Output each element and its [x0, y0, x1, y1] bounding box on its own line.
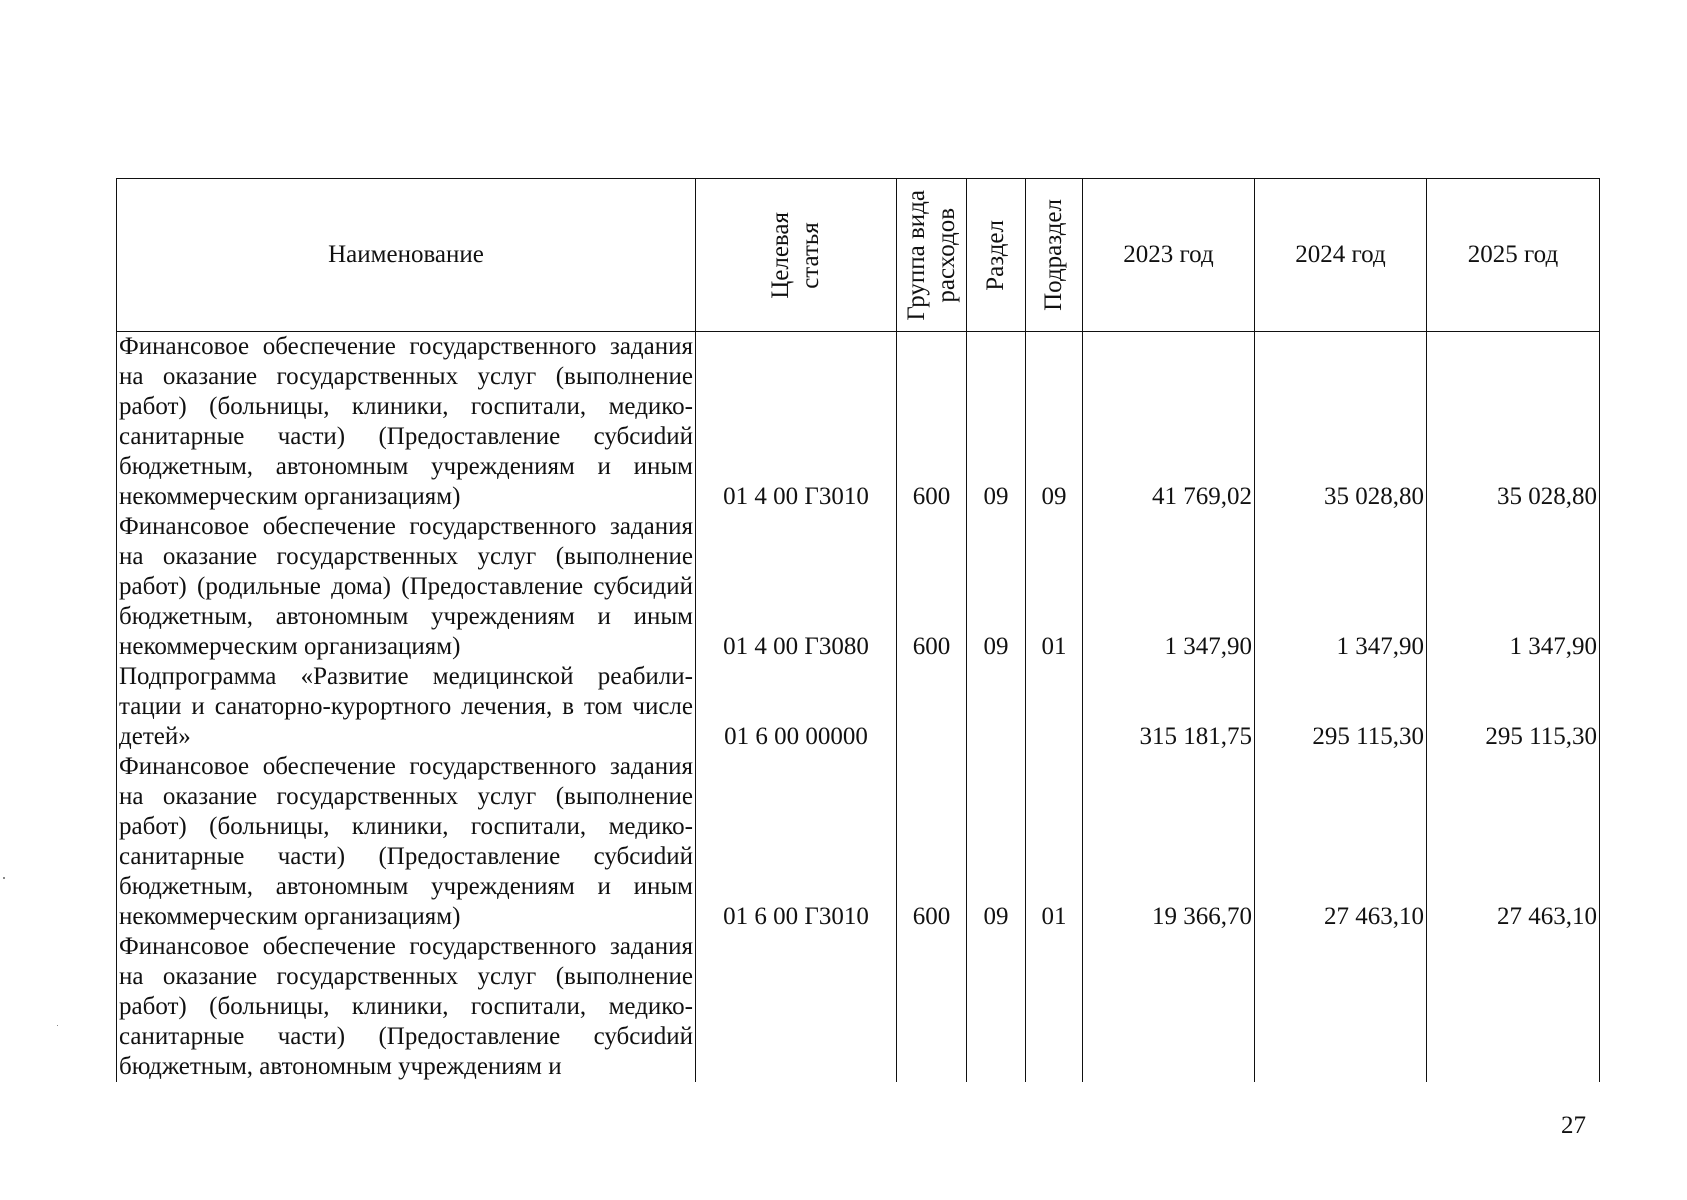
row-expense-group-cell: 600 [897, 332, 967, 513]
row-name-cell: Финансовое обеспечение государственного задания на оказание государственных услуг (выполнение работ) (больницы, клиники, госпитали, медико-санитарные части) (Предоставление субсиdий бюджетным, автономным учреждениям и иным некоммерческим организациям) [117, 752, 696, 932]
table-row [117, 512, 1600, 662]
row-amount-2023-cell: 315 181,75 [1083, 662, 1255, 752]
row-target-article-cell [696, 932, 897, 1082]
header-year-2023-label: 2023 год [1123, 241, 1214, 268]
page-number: 27 [1561, 1112, 1586, 1139]
row-amount-2023-cell: 41 769,02 [1083, 332, 1255, 513]
scan-artifact [57, 1025, 58, 1026]
header-year-2025-label: 2025 год [1467, 241, 1559, 268]
row-amount-2023-cell [1083, 932, 1255, 1082]
header-name-label: Наименование [328, 241, 484, 268]
header-target-article [696, 179, 897, 332]
row-target-article-cell: 01 4 00 Г3080 [696, 512, 897, 662]
header-name [117, 179, 696, 332]
table-row [117, 662, 1600, 752]
row-expense-group-cell: 600 [897, 752, 967, 932]
row-name-cell: Финансовое обеспечение государственного задания на оказание государственных услуг (выполнение работ) (родильные дома) (Предоставление субсидий бюджетным, автономным учреждениям и иным некоммерческим организациям) [117, 512, 696, 662]
row-subsection-cell: 01 [1026, 512, 1083, 662]
table-row [117, 752, 1600, 932]
row-amount-2024-cell: 1 347,90 [1255, 512, 1427, 662]
row-expense-group-cell [897, 932, 967, 1082]
table-header-row [117, 179, 1600, 332]
header-year-2025 [1427, 179, 1600, 332]
header-target-line1: Целевая [767, 211, 794, 299]
row-amount-2023-cell: 19 366,70 [1083, 752, 1255, 932]
header-subsection-label: Подраздел [1040, 199, 1067, 311]
scan-artifact [3, 877, 5, 879]
header-year-2024-label: 2024 год [1295, 241, 1386, 268]
header-group-line1: Группа вида [902, 189, 930, 321]
row-subsection-cell [1026, 932, 1083, 1082]
row-amount-2025-cell [1427, 932, 1600, 1082]
header-year-2023 [1083, 179, 1255, 332]
budget-table [116, 178, 1600, 1082]
row-section-cell: 09 [967, 752, 1026, 932]
row-section-cell: 09 [967, 332, 1026, 513]
header-section-label: Раздел [982, 219, 1009, 291]
header-section [967, 179, 1026, 332]
header-year-2024 [1255, 179, 1427, 332]
header-expense-group [897, 179, 967, 332]
row-expense-group-cell [897, 662, 967, 752]
row-subsection-cell: 01 [1026, 752, 1083, 932]
row-amount-2024-cell: 35 028,80 [1255, 332, 1427, 513]
row-amount-2025-cell: 295 115,30 [1427, 662, 1600, 752]
row-section-cell [967, 932, 1026, 1082]
row-amount-2024-cell: 27 463,10 [1255, 752, 1427, 932]
header-target-line2: статья [797, 221, 824, 289]
row-amount-2024-cell: 295 115,30 [1255, 662, 1427, 752]
table-row [117, 332, 1600, 513]
table-body [117, 332, 1600, 1083]
row-name-cell: Подпрограмма «Развитие медицинской реабилитации и санаторно-курортного лечения, в том числе детей» [117, 662, 696, 752]
row-name-cell: Финансовое обеспечение государственного задания на оказание государственных услуг (выполнение работ) (больницы, клиники, госпитали, медико-санитарные части) (Предоставление субсиdий бюджетным, автономным учреждениям и иным некоммерческим организациям) [117, 332, 696, 513]
row-amount-2023-cell: 1 347,90 [1083, 512, 1255, 662]
row-amount-2024-cell [1255, 932, 1427, 1082]
header-group-line2: расходов [932, 207, 960, 303]
row-target-article-cell: 01 6 00 Г3010 [696, 752, 897, 932]
row-target-article-cell: 01 4 00 Г3010 [696, 332, 897, 513]
row-amount-2025-cell: 27 463,10 [1427, 752, 1600, 932]
row-subsection-cell: 09 [1026, 332, 1083, 513]
row-amount-2025-cell: 1 347,90 [1427, 512, 1600, 662]
row-amount-2025-cell: 35 028,80 [1427, 332, 1600, 513]
row-target-article-cell: 01 6 00 00000 [696, 662, 897, 752]
row-name-cell: Финансовое обеспечение государственного задания на оказание государственных услуг (выполнение работ) (больницы, клиники, госпитали, медико-санитарные части) (Предоставление субсиdий бюджетным, автономным учреждениям и [117, 932, 696, 1082]
row-section-cell: 09 [967, 512, 1026, 662]
row-subsection-cell [1026, 662, 1083, 752]
row-expense-group-cell: 600 [897, 512, 967, 662]
table-row [117, 932, 1600, 1082]
row-section-cell [967, 662, 1026, 752]
header-subsection [1026, 179, 1083, 332]
